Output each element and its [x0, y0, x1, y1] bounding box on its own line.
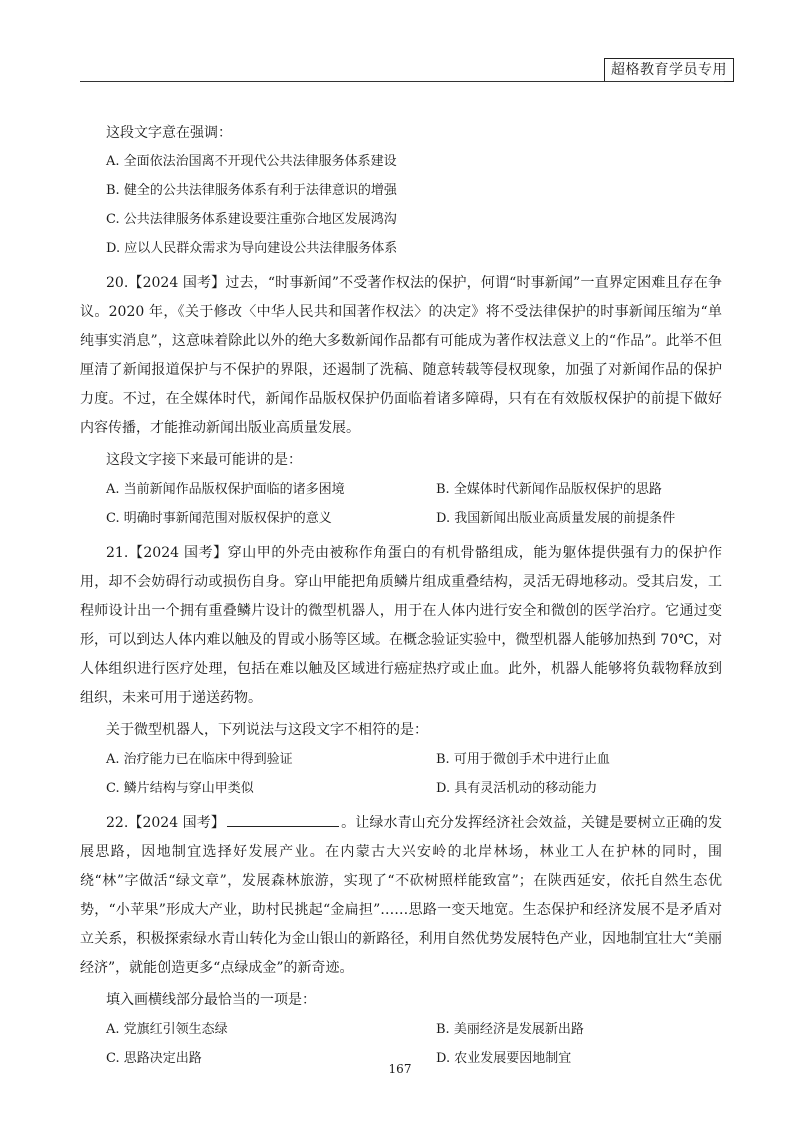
q20-option-d: D. 我国新闻出版业高质量发展的前提条件: [436, 511, 676, 526]
q22-question: 填入画横线部分最恰当的一项是：: [106, 992, 316, 1008]
q22-option-c: C. 思路决定出路: [106, 1051, 202, 1066]
header-label: 超格教育学员专用: [604, 58, 734, 82]
q22-prefix: 22.【2024 国考】: [106, 815, 226, 831]
q21-option-c: C. 鳞片结构与穿山甲类似: [106, 781, 254, 796]
q21-question: 关于微型机器人，下列说法与这段文字不相符的是：: [106, 722, 428, 738]
q19-option-a: [80, 153, 722, 171]
q21-option-d: D. 具有灵活机动的移动能力: [436, 781, 598, 796]
q21-option-b: B. 可用于微创手术中进行止血: [436, 752, 610, 767]
q22-option-b: B. 美丽经济是发展新出路: [436, 1022, 584, 1037]
q19-stem: 这段文字意在强调：: [106, 125, 232, 141]
q22-fill-blank: [227, 812, 339, 827]
q22-body: 。让绿水青山充分发挥经济社会效益，关键是要树立正确的发展思路，因地制宜选择好发展产业。在内蒙古大兴安岭的北岸林场，林业工人在护林的同时，围绕“林”字做活“绿文章”，发展森林旅游，实现了“不砍树照样能致富”；在陕西延安，依托自然生态优势，“小苹果”形成大产业，助村民挑起“金扁担”……思路一变天地宽。生态保护和经济发展不是矛盾对立关系，积极探索绿水青山转化为金山银山的新路径，利用自然优势发展特色产业，因地制宜壮大“美丽经济”，就能创造更多“点绿成金”的新奇迹。: [80, 815, 723, 976]
q21-options-row-1: [80, 751, 722, 769]
q21-passage: 21.【2024 国考】穿山甲的外壳由被称作角蛋白的有机骨骼组成，能为躯体提供强有力的保护作用，却不会妨碍行动或损伤自身。穿山甲能把角质鳞片组成重叠结构，灵活无碍地移动。受其启发，工程师设计出一个拥有重叠鳞片设计的微型机器人，用于在人体内进行安全和微创的医学治疗。它通过变形，可以到达人体内难以触及的胃或小肠等区域。在概念验证实验中，微型机器人能够加热到 70℃，对人体组织进行医疗处理，包括在难以触及区域进行癌症热疗或止血。此外，机器人能够将负载物释放到组织，未来可用于递送药物。: [80, 545, 722, 706]
q20-option-c: C. 明确时事新闻范围对版权保护的意义: [106, 511, 332, 526]
q21-option-a: A. 治疗能力已在临床中得到验证: [106, 752, 293, 767]
header-divider: [80, 81, 724, 82]
q19-option-d: [80, 240, 722, 258]
q20-option-a: A. 当前新闻作品版权保护面临的诸多困境: [106, 482, 345, 497]
q19-option-b: [80, 182, 722, 200]
q20-options-row-2: [80, 510, 722, 528]
q20-options-row-1: [80, 481, 722, 499]
q22-option-a: A. 党旗红引领生态绿: [106, 1022, 228, 1037]
q22-passage: [80, 809, 722, 983]
page-number: 167: [388, 1062, 412, 1076]
q21-options-row-2: [80, 780, 722, 798]
q19-option-c: [80, 211, 722, 229]
q19-option-b-text: B. 健全的公共法律服务体系有利于法律意识的增强: [106, 183, 397, 198]
q20-option-b: B. 全媒体时代新闻作品版权保护的思路: [436, 482, 662, 497]
q22-options-row-1: [80, 1021, 722, 1039]
q19-option-a-text: A. 全面依法治国离不开现代公共法律服务体系建设: [106, 154, 397, 169]
q20-passage: 20.【2024 国考】过去，“时事新闻”不受著作权法的保护，何谓“时事新闻”一直界定困难且存在争议。2020 年，《关于修改〈中华人民共和国著作权法〉的决定》将不受法律保护的时事新闻压缩为“单纯事实消息”，这意味着除此以外的绝大多数新闻作品都有可能成为著作权法意义上的“作品”。此举不但厘清了新闻报道保护与不保护的界限，还遏制了洗稿、随意转载等侵权现象，加强了对新闻作品的保护力度。不过，在全媒体时代，新闻作品版权保护仍面临着诸多障碍，只有在有效版权保护的前提下做好内容传播，才能推动新闻出版业高质量发展。: [80, 275, 722, 436]
q19-option-c-text: C. 公共法律服务体系建设要注重弥合地区发展鸿沟: [106, 212, 397, 227]
q20-question: 这段文字接下来最可能讲的是：: [106, 452, 302, 468]
page-content: [80, 124, 722, 1079]
q19-option-d-text: D. 应以人民群众需求为导向建设公共法律服务体系: [106, 241, 398, 256]
q22-option-d: D. 农业发展要因地制宜: [436, 1051, 572, 1066]
